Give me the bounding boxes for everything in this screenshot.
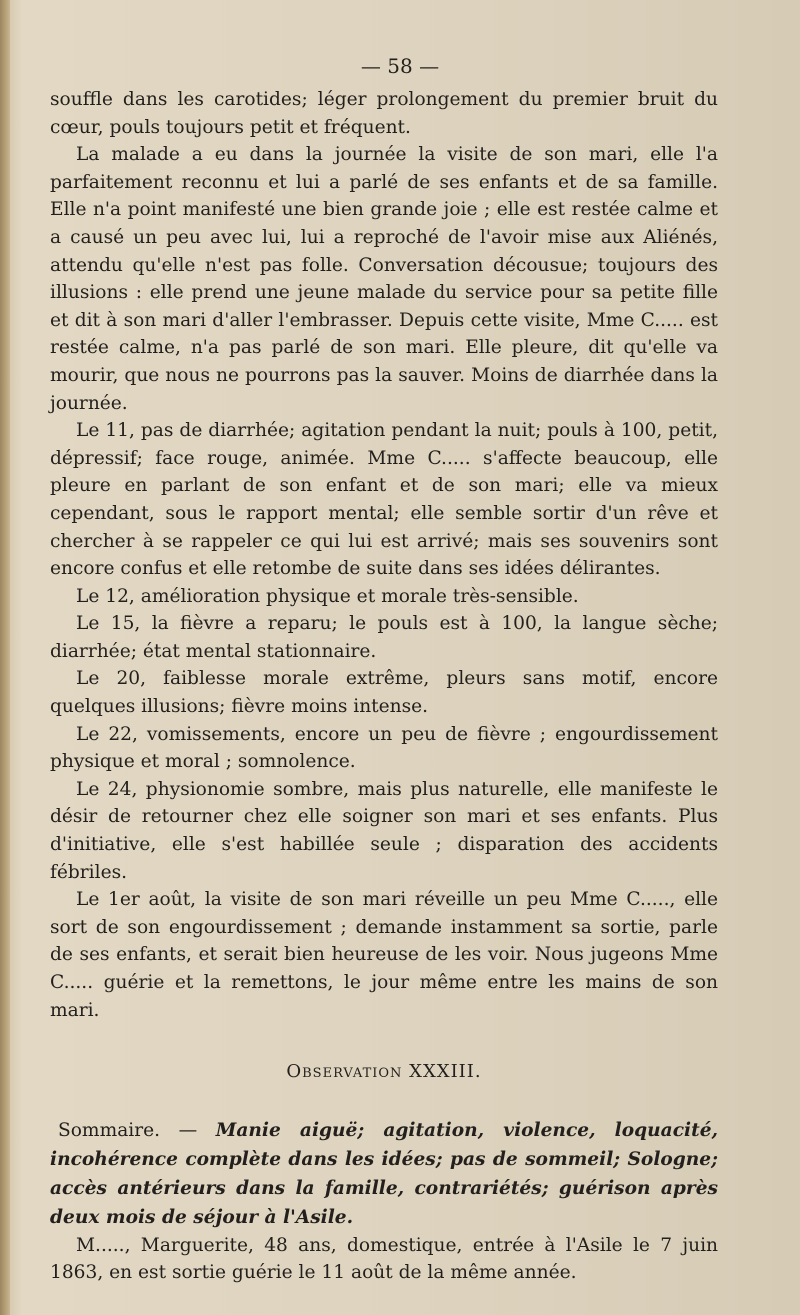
- page-number: — 58 —: [360, 54, 440, 78]
- paragraph-day-24: Le 24, physionomie sombre, mais plus naturelle, elle manifeste le désir de retourner chez elle soigner son mari et ses enfants. Plus d'initiative, elle s'est habillée seule ; disparation des accidents fébriles.: [50, 778, 718, 883]
- observation-summary: [50, 1116, 718, 1232]
- paragraph-day-12: Le 12, amélioration physique et morale très-sensible.: [76, 585, 579, 607]
- summary-label: Sommaire. —: [58, 1119, 198, 1141]
- observation-heading: Observation XXXIII.: [286, 1061, 482, 1083]
- paragraph-day-22: Le 22, vomissements, encore un peu de fièvre ; engourdissement physique et moral ; somnolence.: [50, 723, 718, 773]
- paragraph-husband-visit: La malade a eu dans la journée la visite de son mari, elle l'a parfaitement reconnu et lui a parlé de ses enfants et de sa famille. Elle n'a point manifesté une bien grande joie ; elle est restée calme et a causé un peu avec lui, lui a reproché de l'avoir mise aux Aliénés, attendu qu'elle n'est pas folle. Conversation décousue; toujours des illusions : elle prend une jeune malade du service pour sa petite fille et dit à son mari d'aller l'embrasser. Depuis cette visite, Mme C..... est restée calme, n'a pas parlé de son mari. Elle pleure, dit qu'elle va mourir, que nous ne pourrons pas la sauver. Moins de diarrhée dans la journée.: [50, 144, 718, 414]
- paragraph-day-20: Le 20, faiblesse morale extrême, pleurs sans motif, encore quelques illusions; fièvre moins intense.: [50, 668, 718, 718]
- paragraph-day-15: Le 15, la fièvre a reparu; le pouls est à 100, la langue sèche; diarrhée; état mental stationnaire.: [50, 613, 718, 662]
- page-body: [50, 86, 718, 1287]
- patient-admission-line: M....., Marguerite, 48 ans, domestique, entrée à l'Asile le 7 juin 1863, en est sortie guérie le 11 août de la même année.: [50, 1234, 718, 1284]
- paragraph-august-1: Le 1er août, la visite de son mari réveille un peu Mme C....., elle sort de son engourdissement ; demande instamment sa sortie, parle de ses enfants, et serait bien heureuse de les voir. Nous jugeons Mme C..... guérie et la remettons, le jour même entre les mains de son mari.: [50, 889, 718, 1021]
- page-binding-edge: [0, 0, 10, 1315]
- paragraph-continuation: souffle dans les carotides; léger prolongement du premier bruit du cœur, pouls toujours petit et fréquent.: [50, 89, 718, 138]
- summary-text: Manie aiguë; agitation, violence, loquacité, incohérence complète dans les idées; pas de sommeil; Sologne; accès antérieurs dans la famille, contrariétés; guérison après deux mois de séjour à l'Asile.: [50, 1119, 718, 1228]
- paragraph-day-11: Le 11, pas de diarrhée; agitation pendant la nuit; pouls à 100, petit, dépressif; face rouge, animée. Mme C..... s'affecte beaucoup, elle pleure en parlant de son enfant et de son mari; elle va mieux cependant, sous le rapport mental; elle semble sortir d'un rêve et chercher à se rappeler ce qui lui est arrivé; mais ses souvenirs sont encore confus et elle retombe de suite dans ses idées délirantes.: [50, 420, 718, 580]
